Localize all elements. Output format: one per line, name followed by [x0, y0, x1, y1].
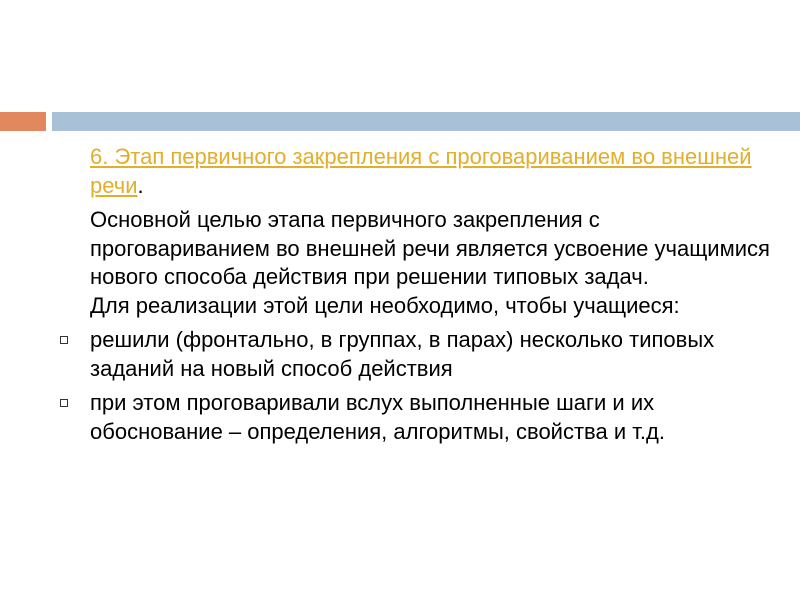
slide-title [90, 143, 770, 200]
title-link[interactable]: 6. Этап первичного закрепления с проговариванием во внешней речи [90, 144, 752, 198]
body-paragraph-text: Основной целью этапа первичного закрепления с проговариванием во внешней речи является усвоение учащимися нового способа действия при решении типовых задач. [90, 207, 770, 289]
slide-content [90, 143, 770, 452]
header-accent-orange-bar [0, 112, 46, 131]
list-item [90, 326, 770, 383]
title-suffix: . [137, 172, 144, 198]
body-paragraph-text-2: Для реализации этой цели необходимо, чтобы учащиеся: [90, 292, 680, 318]
list-item-text: при этом проговаривали вслух выполненные шаги и их обоснование – определения, алгоритмы, свойства и т.д. [90, 390, 665, 444]
list-item-text: решили (фронтально, в группах, в парах) несколько типовых заданий на новый способ действия [90, 327, 715, 381]
hollow-square-bullet-icon [60, 336, 68, 344]
list-item [90, 389, 770, 446]
body-paragraph [90, 206, 770, 320]
hollow-square-bullet-icon [60, 399, 68, 407]
header-accent-blue-bar [52, 112, 800, 131]
